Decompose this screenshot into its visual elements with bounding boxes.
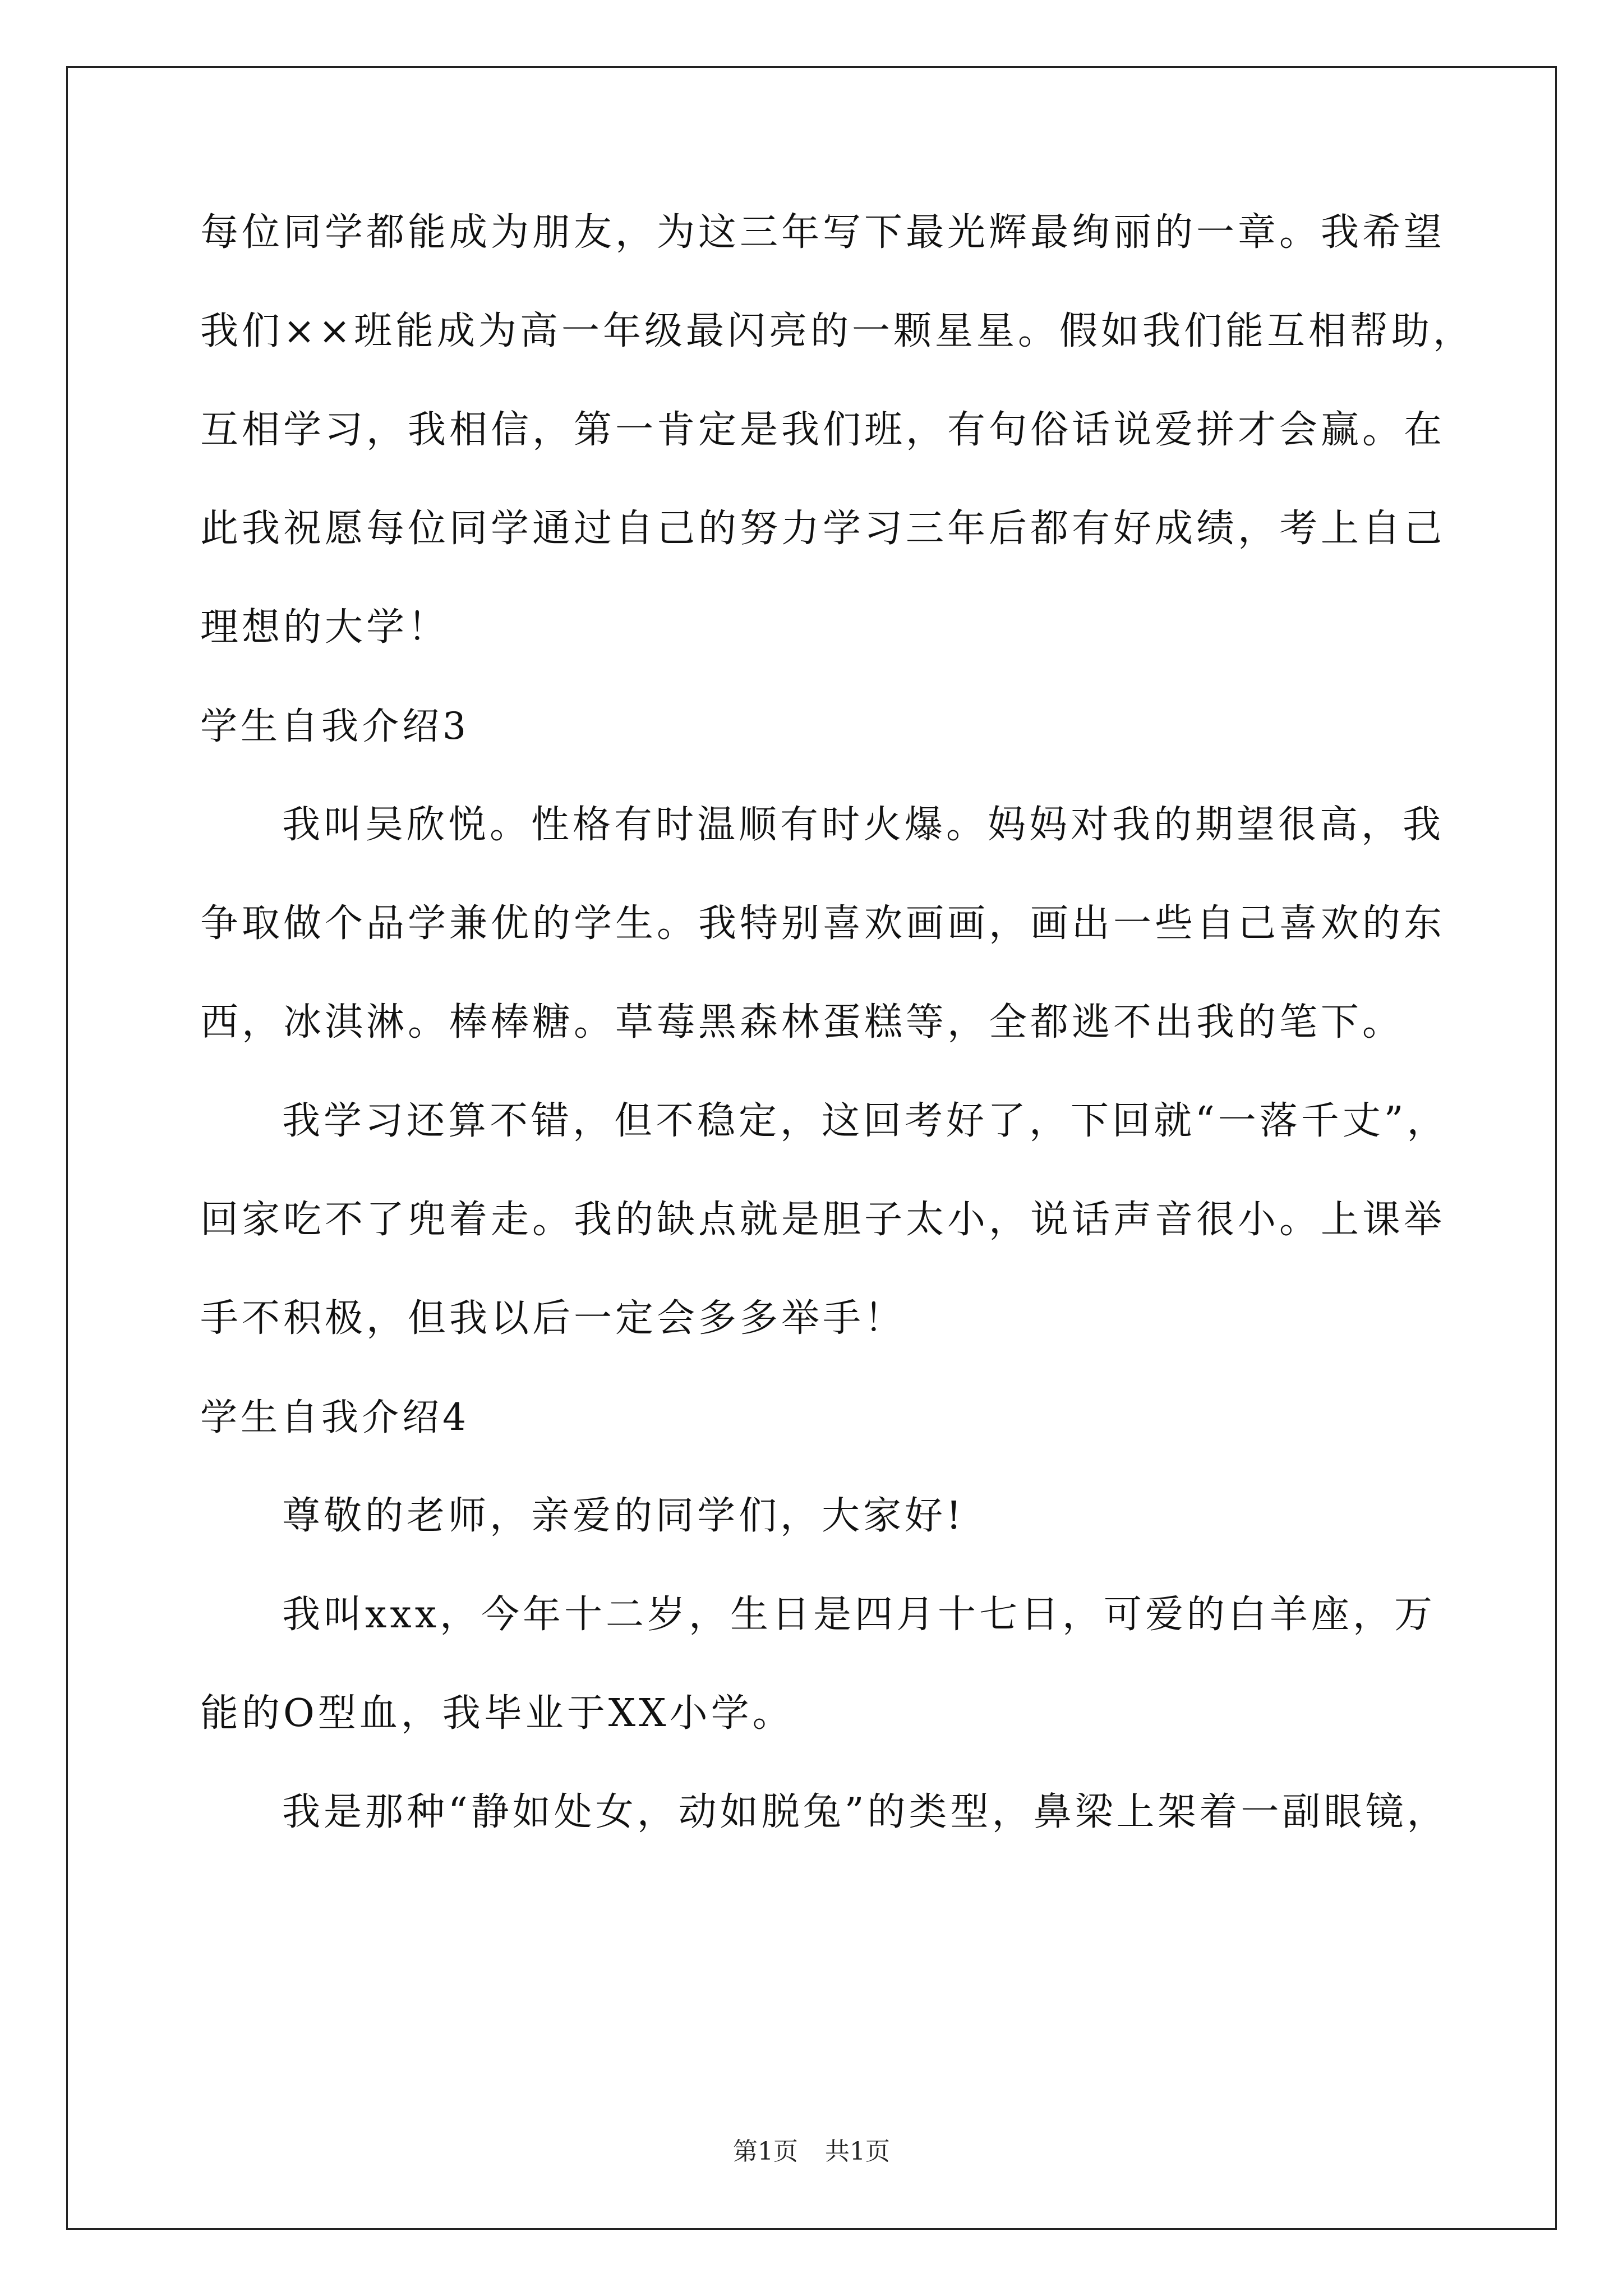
text-line: 西，冰淇淋。棒棒糖。草莓黑森林蛋糕等，全都逃不出我的笔下。 (200, 1000, 1404, 1045)
text-line: 我是那种“静如处女，动如脱兔”的类型，鼻梁上架着一副眼镜， (282, 1790, 1449, 1834)
page-frame (66, 66, 1557, 2230)
section-heading: 学生自我介绍3 (200, 705, 469, 748)
page-number: 第1页 (733, 2137, 798, 2166)
text-line: 我叫吴欣悦。性格有时温顺有时火爆。妈妈对我的期望很高，我 (282, 803, 1445, 847)
text-line: 我学习还算不错，但不稳定，这回考好了，下回就“一落千丈”， (282, 1099, 1449, 1143)
text-line: 手不积极，但我以后一定会多多举手！ (200, 1296, 906, 1341)
text-line: 回家吃不了兜着走。我的缺点就是胆子太小，说话声音很小。上课举 (200, 1198, 1446, 1242)
text-line: 我们××班能成为高一年级最闪亮的一颗星星。假如我们能互相帮助， (200, 309, 1474, 353)
page-footer (0, 2135, 1623, 2169)
text-line: 互相学习，我相信，第一肯定是我们班，有句俗话说爱拼才会赢。在 (200, 408, 1446, 452)
text-line: 尊敬的老师，亲爱的同学们，大家好! (282, 1494, 965, 1538)
page-total: 共1页 (825, 2137, 890, 2166)
text-line: 我叫xxx，今年十二岁，生日是四月十七日，可爱的白羊座，万 (282, 1593, 1436, 1637)
text-line: 能的O型血，我毕业于XX小学。 (200, 1691, 794, 1736)
text-line: 争取做个品学兼优的学生。我特别喜欢画画，画出一些自己喜欢的东 (200, 901, 1446, 946)
text-line: 每位同学都能成为朋友，为这三年写下最光辉最绚丽的一章。我希望 (200, 210, 1446, 255)
section-heading: 学生自我介绍4 (200, 1396, 469, 1439)
text-line: 此我祝愿每位同学通过自己的努力学习三年后都有好成绩，考上自己 (200, 507, 1446, 551)
text-line: 理想的大学！ (200, 605, 450, 650)
